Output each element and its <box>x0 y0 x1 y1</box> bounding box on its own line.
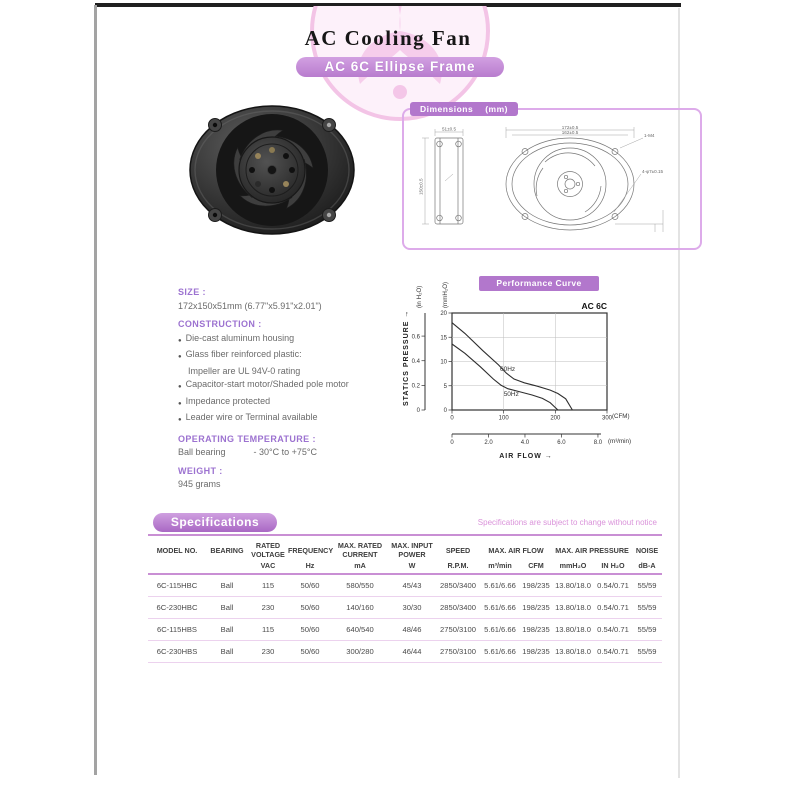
x-axis-title: AIR FLOW → <box>499 453 553 460</box>
spec-cell: 46/44 <box>388 641 436 663</box>
column-unit: mmH₂O <box>552 560 594 574</box>
spec-cell: Ball <box>206 641 248 663</box>
axis-tick-label: 100 <box>498 415 509 422</box>
bullet-icon: ● <box>178 354 182 360</box>
spec-cell: 198/235 <box>520 574 552 597</box>
model-cell: 6C-230HBC <box>148 597 206 619</box>
bullet-icon: ● <box>178 337 182 344</box>
spec-row <box>148 574 662 597</box>
column-unit: W <box>388 560 436 574</box>
construction-item-text: Impedance protected <box>185 395 271 406</box>
spec-cell: 5.61/6.66 <box>480 619 520 641</box>
axis-tick-label: 5 <box>443 383 447 390</box>
dim-label-screw: 1-M4 <box>644 133 655 138</box>
column-unit: dB-A <box>632 560 662 574</box>
column-unit: VAC <box>248 560 288 574</box>
spec-cell: 198/235 <box>520 641 552 663</box>
spec-cell: 2850/3400 <box>436 574 480 597</box>
column-header: MODEL NO. <box>156 545 198 555</box>
construction-item-text: Glass fiber reinforced plastic: <box>185 349 302 359</box>
y-axis-title: STATICS PRESSURE → <box>403 309 410 406</box>
column-header: NOISE <box>635 545 659 555</box>
axis-unit-mmh2o: (mmH₂O) <box>442 281 449 308</box>
column-header: SPEED <box>445 545 471 555</box>
spec-cell: 30/30 <box>388 597 436 619</box>
axis-unit-cfm: (CFM) <box>612 413 630 420</box>
column-header: MAX. AIR FLOW <box>488 545 544 555</box>
spec-cell: 580/550 <box>332 574 388 597</box>
spec-cell: Ball <box>206 597 248 619</box>
weight-value: 945 grams <box>178 479 221 489</box>
spec-cell: 230 <box>248 641 288 663</box>
construction-item-text: Leader wire or Terminal available <box>185 412 318 422</box>
spec-cell: 13.80/18.0 <box>552 597 594 619</box>
specifications-table <box>148 534 662 663</box>
dim-label-side-width: 51±0.5 <box>441 126 457 132</box>
chart-model-label: AC 6C <box>581 301 607 311</box>
spec-cell: 300/280 <box>332 641 388 663</box>
spec-cell: 50/60 <box>288 597 332 619</box>
spec-cell: 230 <box>248 597 288 619</box>
axis-tick-label: 15 <box>440 335 447 342</box>
model-cell: 6C-115HBS <box>148 619 206 641</box>
spec-cell: 640/540 <box>332 619 388 641</box>
axis-tick-label: 0.2 <box>411 383 420 390</box>
spec-cell: 55/59 <box>632 641 662 663</box>
column-header: BEARING <box>210 545 244 555</box>
axis-tick-label: 6.0 <box>557 440 566 446</box>
column-unit <box>206 560 248 574</box>
column-header: FREQUENCY <box>288 545 334 555</box>
temp-range: - 30°C to +75°C <box>253 447 318 457</box>
bearing-type: Ball bearing <box>178 447 226 457</box>
spec-cell: 5.61/6.66 <box>480 574 520 597</box>
spec-cell: 50/60 <box>288 574 332 597</box>
axis-tick-label: 0 <box>450 440 454 446</box>
weight-heading: WEIGHT : <box>178 465 223 476</box>
axis-tick-label: 10 <box>440 359 447 366</box>
construction-item <box>178 332 418 349</box>
spec-cell: 2750/3100 <box>436 619 480 641</box>
column-header: MAX. INPUT POWER <box>391 541 433 559</box>
spec-cell: 13.80/18.0 <box>552 574 594 597</box>
axis-tick-label: 8.0 <box>593 440 603 446</box>
column-unit: Hz <box>288 560 332 574</box>
spec-cell: 50/60 <box>288 619 332 641</box>
spec-cell: Ball <box>206 619 248 641</box>
spec-cell: 0.54/0.71 <box>594 641 632 663</box>
spec-cell: 55/59 <box>632 597 662 619</box>
spec-row <box>148 619 662 641</box>
column-unit <box>148 560 206 574</box>
axis-tick-label: 300 <box>601 415 613 422</box>
dimensions-label-text: Dimensions <box>420 104 474 114</box>
scan-edge-left <box>94 5 97 775</box>
curve-50Hz <box>452 344 558 410</box>
spec-cell: 45/43 <box>388 574 436 597</box>
operating-heading: OPERATING TEMPERATURE : <box>178 433 316 444</box>
column-header: MAX. RATED CURRENT <box>337 541 383 559</box>
fan-photo <box>188 104 356 236</box>
curves <box>452 323 572 410</box>
axis-tick-label: 4.0 <box>520 440 530 446</box>
size-value: 172x150x51mm (6.77"x5.91"x2.01") <box>178 300 322 311</box>
dimensions-panel-label <box>410 102 518 116</box>
spec-cell: 48/46 <box>388 619 436 641</box>
spec-text-block <box>178 281 418 492</box>
spec-cell: 5.61/6.66 <box>480 641 520 663</box>
model-cell: 6C-115HBC <box>148 574 206 597</box>
curve-label-50Hz: 50Hz <box>503 390 519 398</box>
spec-cell: 0.54/0.71 <box>594 619 632 641</box>
spec-cell: 13.80/18.0 <box>552 641 594 663</box>
spec-cell: 2850/3400 <box>436 597 480 619</box>
axis-tick-label: 0 <box>450 415 454 422</box>
column-unit: m³/min <box>480 560 520 574</box>
curve-label-60Hz: 60Hz <box>500 366 516 374</box>
axis-tick-label: 20 <box>440 311 447 318</box>
spec-cell: 0.54/0.71 <box>594 597 632 619</box>
spec-cell: 2750/3100 <box>436 641 480 663</box>
construction-item <box>178 411 418 428</box>
operating-value <box>178 446 418 460</box>
column-unit: CFM <box>520 560 552 574</box>
spec-cell: 50/60 <box>288 641 332 663</box>
dim-label-front-inner: 162±0.5 <box>561 130 579 136</box>
axis-tick-label: 0.4 <box>411 358 420 365</box>
column-header: MAX. AIR PRESSURE <box>555 545 629 555</box>
column-unit: R.P.M. <box>436 560 480 574</box>
spec-cell: 140/160 <box>332 597 388 619</box>
spec-row <box>148 597 662 619</box>
dim-label-front-outer: 172±0.5 <box>561 125 579 130</box>
axis-unit-inh2o: (in H₂O) <box>416 285 423 308</box>
dim-label-side-height: 150±0.5 <box>418 178 424 195</box>
dimension-drawing <box>415 124 685 242</box>
axis-tick-label: 0.6 <box>411 334 420 341</box>
size-heading: SIZE : <box>178 287 206 297</box>
axis-tick-label: 0 <box>443 408 447 415</box>
spec-cell: 13.80/18.0 <box>552 619 594 641</box>
dimensions-unit-text: (mm) <box>485 104 508 114</box>
column-unit: mA <box>332 560 388 574</box>
construction-item <box>178 378 418 395</box>
construction-item <box>178 348 418 365</box>
spec-cell: 198/235 <box>520 597 552 619</box>
bullet-icon: ● <box>178 384 182 390</box>
performance-curve-chart <box>398 268 670 466</box>
construction-list <box>178 332 418 428</box>
spec-cell: 55/59 <box>632 619 662 641</box>
performance-curve-badge: Performance Curve <box>479 276 599 291</box>
axis-tick-label: 2.0 <box>484 440 493 446</box>
construction-subitem: Impeller are UL 94V-0 rating <box>188 365 301 376</box>
bullet-icon: ● <box>178 400 182 407</box>
construction-heading: CONSTRUCTION : <box>178 319 262 329</box>
bullet-icon: ● <box>178 417 182 423</box>
construction-item <box>178 395 418 412</box>
page-title: AC Cooling Fan <box>304 26 472 50</box>
spec-cell: 0.54/0.71 <box>594 574 632 597</box>
spec-cell: 55/59 <box>632 574 662 597</box>
spec-cell: 115 <box>248 574 288 597</box>
column-unit: IN H₂O <box>594 560 632 574</box>
model-cell: 6C-230HBS <box>148 641 206 663</box>
construction-item-text: Die-cast aluminum housing <box>185 332 295 343</box>
spec-row <box>148 641 662 663</box>
construction-item-text: Capacitor-start motor/Shaded pole motor <box>185 379 349 389</box>
axis-unit-m3min: (m³/min) <box>608 438 632 445</box>
specifications-note: Specifications are subject to change without notice <box>477 518 657 527</box>
axis-ticks <box>412 311 613 446</box>
column-header: RATED VOLTAGE <box>251 541 285 559</box>
axis-tick-label: 200 <box>550 415 561 422</box>
axis-tick-label: 0 <box>416 408 420 415</box>
spec-cell: 5.61/6.66 <box>480 597 520 619</box>
spec-cell: 115 <box>248 619 288 641</box>
dim-label-hole: 4-φ7±0.15 <box>642 169 664 174</box>
specifications-badge: Specifications <box>153 513 277 532</box>
spec-cell: 198/235 <box>520 619 552 641</box>
model-badge: AC 6C Ellipse Frame <box>296 57 504 77</box>
spec-cell: Ball <box>206 574 248 597</box>
